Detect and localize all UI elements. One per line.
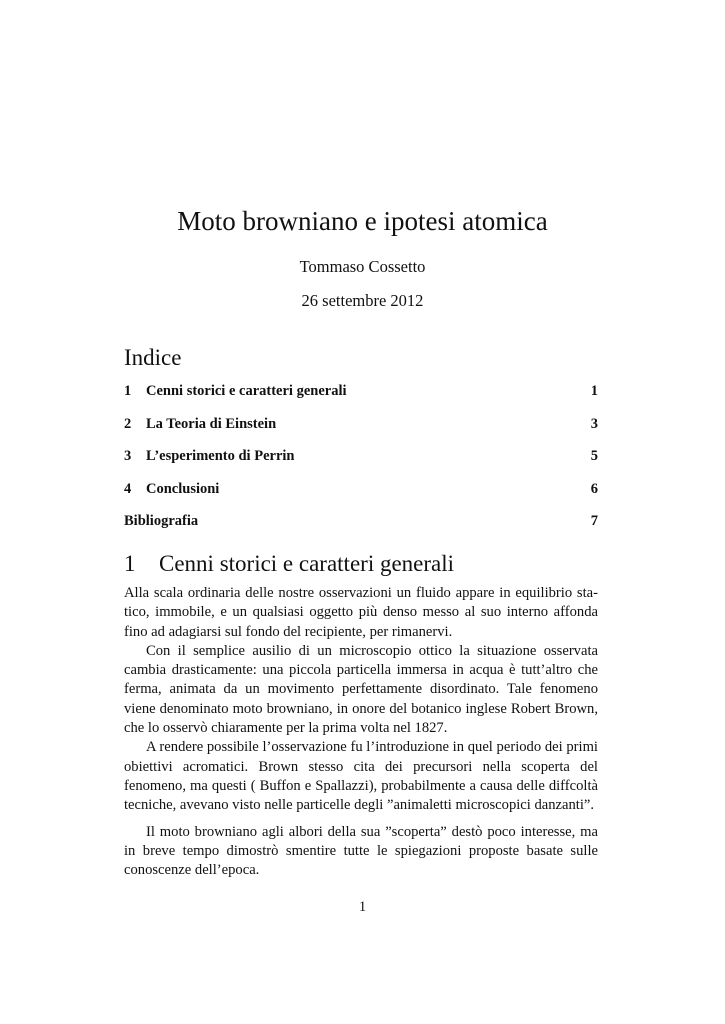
toc-entry-title: Cenni storici e caratteri generali bbox=[146, 383, 347, 399]
toc-entry-number: 3 bbox=[124, 448, 132, 464]
table-of-contents bbox=[124, 378, 598, 541]
toc-entry-number: 1 bbox=[124, 383, 132, 399]
toc-heading: Indice bbox=[124, 345, 182, 370]
toc-entry-title: L’esperimento di Perrin bbox=[146, 448, 295, 464]
toc-entry[interactable] bbox=[124, 378, 598, 411]
paragraph: Il moto browniano agli albori della sua ”scoperta” destò poco interesse, ma in breve tempo dimostrò smentire tutte le spiegazioni proposte basate sulle conoscenze dell’epoca. bbox=[124, 823, 598, 879]
paragraph: A rendere possibile l’osservazione fu l’introduzione in quel periodo dei primi obiettivi acromatici. Brown stesso cita dei precursori nella scoperta del fenomeno, ma questi ( Buffon e Spallazzi), probabilmente a causa delle diffcoltà tecniche, avevano visto nelle particelle degli ”animaletti microscopici danzanti”. bbox=[124, 739, 598, 814]
toc-entry-page: 3 bbox=[590, 415, 598, 432]
paragraph: Alla scala ordinaria delle nostre osservazioni un fluido appare in equilibrio statico, immobile, e un qualsiasi oggetto più denso messo al suo interno affonda fino ad adagiarsi sul fondo del recipiente, per rimanervi. bbox=[124, 585, 598, 640]
toc-entry-page: 6 bbox=[590, 480, 598, 497]
document-title: Moto browniano e ipotesi atomica bbox=[177, 206, 548, 236]
section-number: 1 bbox=[124, 551, 136, 576]
toc-entry-page: 1 bbox=[590, 383, 598, 399]
toc-entry-bibliography[interactable] bbox=[124, 508, 598, 541]
section-heading bbox=[124, 548, 598, 580]
document-author: Tommaso Cossetto bbox=[299, 257, 426, 276]
toc-entry[interactable] bbox=[124, 476, 598, 509]
paragraph: Con il semplice ausilio di un microscopio ottico la situazione osservata cambia drasticamente: una piccola particella immersa in acqua è tutt’altro che ferma, animata da un movimento perfettamente disordinato. Tale fenomeno viene denominato moto browniano, in onore del botanico inglese Robert Brown, che lo osservò chiaramente per la prima volta nel 1827. bbox=[124, 642, 598, 737]
section-title: Cenni storici e caratteri generali bbox=[159, 551, 455, 576]
document-date: 26 settembre 2012 bbox=[301, 291, 424, 310]
toc-entry-title: Conclusioni bbox=[146, 480, 220, 497]
toc-entry-page: 5 bbox=[590, 448, 598, 464]
toc-entry-title: Bibliografia bbox=[124, 513, 199, 529]
page-number: 1 bbox=[358, 899, 367, 915]
toc-entry[interactable] bbox=[124, 411, 598, 444]
toc-entry[interactable] bbox=[124, 443, 598, 476]
section-body bbox=[124, 584, 598, 880]
toc-entry-title: La Teoria di Einstein bbox=[146, 415, 277, 432]
toc-entry-number: 2 bbox=[124, 415, 132, 432]
toc-entry-page: 7 bbox=[590, 513, 598, 529]
toc-entry-number: 4 bbox=[124, 480, 132, 497]
